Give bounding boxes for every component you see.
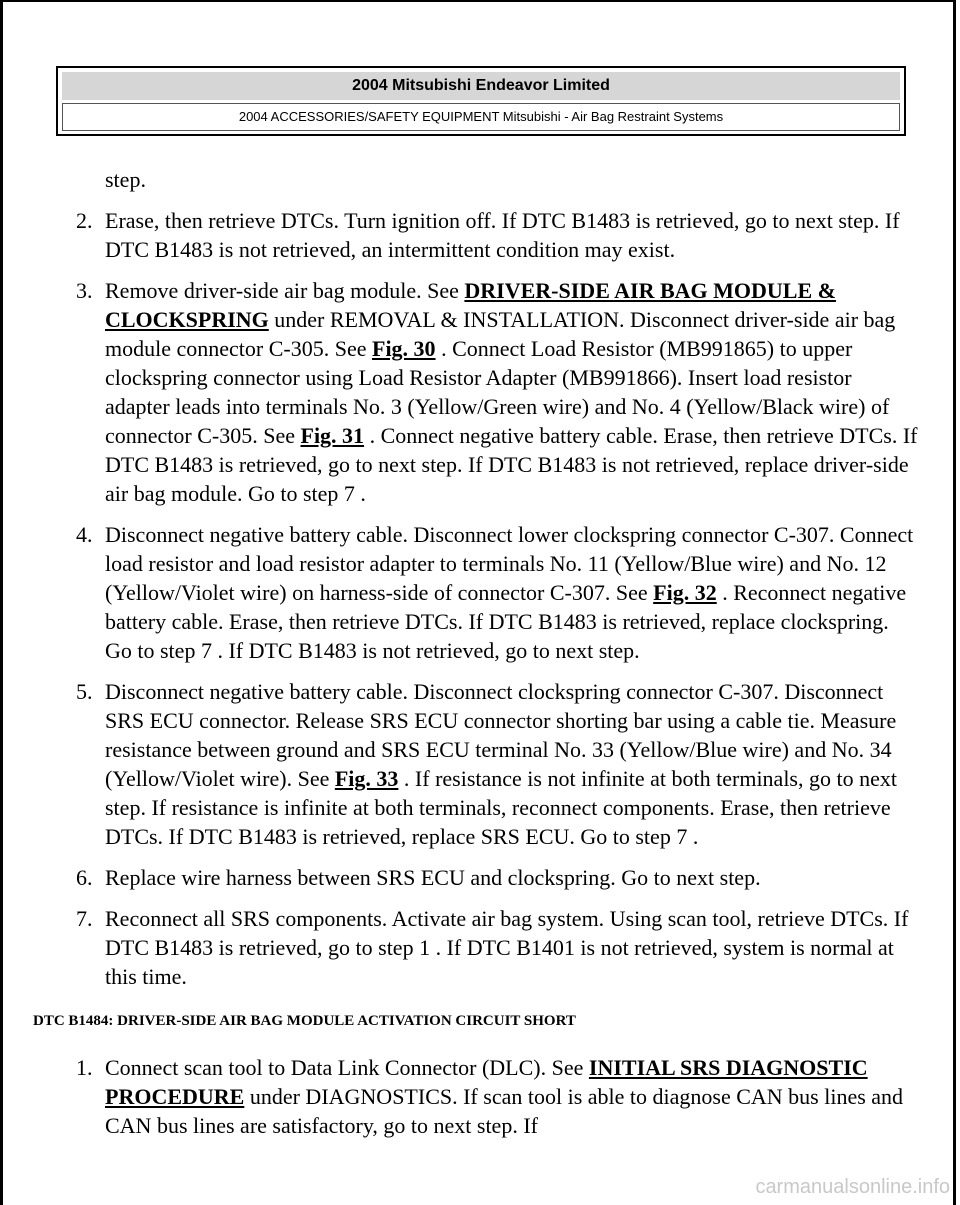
list-item-step-2 [0,206,960,264]
list-item-step-6 [0,863,960,892]
step-number: 1. [76,1055,93,1080]
step-text: Replace wire harness between SRS ECU and clockspring. Go to next step. [105,865,761,890]
step-number: 3. [76,278,93,303]
step-text: Disconnect negative battery cable. Disconnect lower clockspring connector C-307. Connect load resistor and load resistor adapter to terminals No. 11 (Yellow/Blue wire) and No. 12 (Yellow/Violet wire) on harness-side of connector C-307. See [105,522,914,605]
list-item-step-5 [0,677,960,851]
step-text: . If resistance is not infinite at both terminals, go to next step. If resistance is infinite at both terminals, reconnect components. Erase, then retrieve DTCs. If DTC B1483 is retrieved, replace SRS ECU. Go to step 7 . [105,766,897,849]
page-frame-top [0,0,956,2]
step-text: . Reconnect negative battery cable. Erase, then retrieve DTCs. If DTC B1483 is retrieved, replace clockspring. Go to step 7 . If DTC B1483 is not retrieved, go to next step. [105,580,907,663]
continuation-text: step. [105,167,146,192]
section-heading-dtc-b1484: DTC B1484: DRIVER-SIDE AIR BAG MODULE ACTIVATION CIRCUIT SHORT [33,1013,576,1029]
vehicle-title: 2004 Mitsubishi Endeavor Limited [62,72,900,100]
link-initial-srs-diagnostic-procedure[interactable]: INITIAL SRS DIAGNOSTIC PROCEDURE [105,1055,868,1109]
document-header [56,66,906,136]
link-fig-33[interactable]: Fig. 33 [334,766,399,791]
step-text: Erase, then retrieve DTCs. Turn ignition off. If DTC B1483 is retrieved, go to next step. If DTC B1483 is not retrieved, an intermittent condition may exist. [105,208,900,262]
step-text: under REMOVAL & INSTALLATION. Disconnect driver-side air bag module connector C-305. See [105,307,896,361]
step-text: Disconnect negative battery cable. Disconnect clockspring connector C-307. Disconnect SRS ECU connector. Release SRS ECU connector shorting bar using a cable tie. Measure resistance between ground and SRS ECU terminal No. 33 (Yellow/Blue wire) and No. 34 (Yellow/Violet wire). See [105,679,897,791]
document-body [0,165,960,1152]
link-driver-side-air-bag-module[interactable]: DRIVER-SIDE AIR BAG MODULE & CLOCKSPRING [105,278,836,332]
step-number: 4. [76,522,93,547]
watermark: carmanualsonline.info [755,1176,950,1198]
step-number: 6. [76,865,93,890]
step-text: . Connect negative battery cable. Erase, then retrieve DTCs. If DTC B1483 is retrieved, go to next step. If DTC B1483 is not retrieved, replace driver-side air bag module. Go to step 7 . [105,423,918,506]
step-number: 2. [76,208,93,233]
step-text: Connect scan tool to Data Link Connector (DLC). See [105,1055,589,1080]
list-item-step-3 [0,276,960,508]
list-item-step-4 [0,520,960,665]
section-subtitle: 2004 ACCESSORIES/SAFETY EQUIPMENT Mitsubishi - Air Bag Restraint Systems [62,103,900,131]
list-item-step-1 [0,1053,960,1140]
list-item-step-7 [0,904,960,991]
step-number: 5. [76,679,93,704]
step-text: Reconnect all SRS components. Activate air bag system. Using scan tool, retrieve DTCs. If DTC B1483 is retrieved, go to step 1 . If DTC B1401 is not retrieved, system is normal at this time. [105,906,909,989]
step-text: Remove driver-side air bag module. See [105,278,465,303]
step-text: under DIAGNOSTICS. If scan tool is able to diagnose CAN bus lines and CAN bus lines are satisfactory, go to next step. If [105,1084,904,1138]
step-number: 7. [76,906,93,931]
link-fig-32[interactable]: Fig. 32 [653,580,717,605]
step-text: . Connect Load Resistor (MB991865) to upper clockspring connector using Load Resistor Adapter (MB991866). Insert load resistor adapter leads into terminals No. 3 (Yellow/Green wire) and No. 4 (Yellow/Black wire) of connector C-305. See [105,336,890,448]
link-fig-30[interactable]: Fig. 30 [372,336,436,361]
link-fig-31[interactable]: Fig. 31 [300,423,365,448]
